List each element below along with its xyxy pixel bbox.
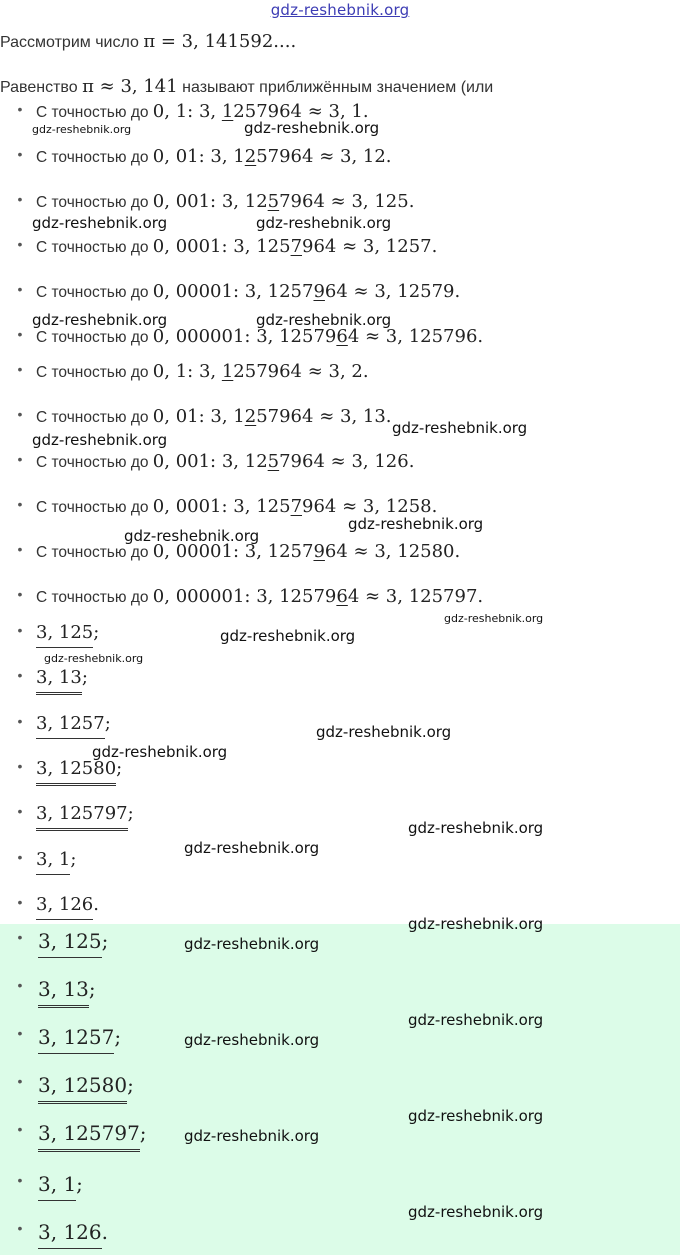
number-suffix: 964 [302, 236, 337, 257]
accuracy: 0, 0001: [152, 236, 228, 257]
precision-item-body [36, 146, 392, 167]
bullet-icon: • [17, 977, 23, 993]
number-suffix: 57964 [256, 406, 314, 427]
precision-expression [153, 281, 460, 302]
watermark-text: gdz-reshebnik.org [124, 527, 260, 545]
rounding-digit: 9 [313, 281, 325, 302]
bullet-icon: • [17, 803, 23, 819]
bullet-icon: • [17, 849, 23, 865]
rounding-digit: 7 [290, 496, 303, 517]
answer-value: 3, 126 [36, 894, 93, 920]
number-suffix: 4 [347, 586, 360, 607]
watermark-text: gdz-reshebnik.org [256, 214, 392, 232]
number-prefix: 3, 12 [216, 451, 268, 472]
rounding-digit: 9 [313, 541, 325, 562]
answer-item-body [36, 713, 111, 739]
answer-end: ; [127, 803, 134, 824]
watermark-text: gdz-reshebnik.org [32, 431, 168, 449]
accuracy: 0, 00001: [152, 541, 240, 562]
precision-item-body [36, 281, 460, 302]
answer-item-body [36, 667, 88, 695]
number-prefix: 3, 1257 [239, 281, 314, 302]
highlighted-answer-end: ; [88, 977, 96, 1001]
watermark-text: gdz-reshebnik.org [44, 652, 144, 665]
number-suffix: 64 [324, 541, 348, 562]
bullet-icon: • [17, 451, 23, 467]
answer-item-body [36, 758, 122, 786]
rounded-result: ≈ 3, 12579. [347, 281, 461, 302]
precision-label: С точностью до [36, 239, 153, 256]
bullet-icon: • [17, 929, 23, 945]
precision-label: С точностью до [36, 149, 153, 166]
highlighted-answer-value: 3, 12580 [38, 1073, 127, 1104]
bullet-icon: • [17, 1025, 23, 1041]
precision-expression [153, 146, 392, 167]
rounded-result: ≈ 3, 126. [324, 451, 415, 472]
precision-label: С точностью до [36, 454, 153, 471]
highlighted-answer-body [38, 1220, 108, 1249]
highlighted-answer-value: 3, 125797 [38, 1121, 140, 1152]
bullet-icon: • [17, 1172, 23, 1188]
intro-line-2-math: π ≈ 3, 141 [82, 76, 178, 97]
rounded-result: ≈ 3, 1258. [336, 496, 438, 517]
accuracy: 0, 001: [152, 191, 217, 212]
bullet-icon: • [17, 586, 23, 602]
highlighted-answer-body [38, 977, 96, 1008]
answer-end: ; [93, 622, 100, 643]
watermark-text: gdz-reshebnik.org [32, 311, 168, 329]
watermark-text: gdz-reshebnik.org [184, 1031, 320, 1049]
bullet-icon: • [17, 622, 23, 638]
bullet-icon: • [17, 191, 23, 207]
precision-item-body [36, 191, 414, 212]
bullet-icon: • [17, 713, 23, 729]
rounding-digit: 6 [336, 326, 348, 347]
answer-end: ; [70, 849, 77, 870]
precision-label: С точностью до [36, 329, 153, 346]
watermark-text: gdz-reshebnik.org [32, 123, 132, 136]
number-prefix: 3, 12579 [250, 586, 337, 607]
precision-label: С точностью до [36, 544, 153, 561]
bullet-icon: • [17, 1220, 23, 1236]
bullet-icon: • [17, 1073, 23, 1089]
answer-value: 3, 125 [36, 622, 93, 648]
intro-line-1 [0, 31, 296, 52]
watermark-text: gdz-reshebnik.org [220, 627, 356, 645]
bullet-icon: • [17, 894, 23, 910]
watermark-text: gdz-reshebnik.org [408, 1011, 544, 1029]
bullet-icon: • [17, 758, 23, 774]
precision-label: С точностью до [36, 409, 153, 426]
highlighted-answer-end: ; [76, 1172, 83, 1196]
watermark-text: gdz-reshebnik.org [408, 915, 544, 933]
accuracy: 0, 001: [152, 451, 217, 472]
precision-expression [153, 406, 392, 427]
answer-value: 3, 1257 [36, 713, 105, 739]
rounding-digit: 6 [336, 586, 348, 607]
precision-label: С точностью до [36, 104, 153, 121]
highlighted-answer-body [38, 1073, 134, 1104]
intro-line-2 [0, 76, 493, 97]
answer-item-body [36, 894, 99, 920]
rounded-result: ≈ 3, 125797. [359, 586, 484, 607]
accuracy: 0, 0001: [152, 496, 228, 517]
rounded-result: ≈ 3, 125. [324, 191, 415, 212]
bullet-icon: • [17, 281, 23, 297]
rounding-digit: 5 [267, 191, 280, 212]
precision-item-body [36, 406, 392, 427]
number-prefix: 3, 1 [204, 406, 245, 427]
number-suffix: 57964 [256, 146, 314, 167]
bullet-icon: • [17, 496, 23, 512]
number-prefix: 3, 1257 [239, 541, 314, 562]
bullet-icon: • [17, 406, 23, 422]
answer-end: ; [104, 713, 111, 734]
bullet-icon: • [17, 1121, 23, 1137]
answer-value: 3, 12580 [36, 758, 116, 786]
rounding-digit: 7 [290, 236, 303, 257]
watermark-text: gdz-reshebnik.org [256, 311, 392, 329]
watermark-text: gdz-reshebnik.org [316, 723, 452, 741]
watermark-text: gdz-reshebnik.org [408, 1203, 544, 1221]
precision-expression [153, 326, 483, 347]
precision-item-body [36, 586, 483, 607]
precision-item-body [36, 326, 483, 347]
watermark-text: gdz-reshebnik.org [184, 1127, 320, 1145]
accuracy: 0, 00001: [152, 281, 240, 302]
number-prefix: 3, 125 [227, 496, 291, 517]
answer-item-body [36, 803, 134, 831]
rounding-digit: 2 [244, 146, 257, 167]
precision-expression [153, 586, 483, 607]
number-suffix: 7964 [279, 451, 325, 472]
watermark-text: gdz-reshebnik.org [32, 214, 168, 232]
precision-label: С точностью до [36, 194, 153, 211]
accuracy: 0, 1: [152, 101, 194, 122]
answer-end: ; [81, 667, 88, 688]
answer-value: 3, 125797 [36, 803, 128, 831]
rounded-result: ≈ 3, 12580. [347, 541, 461, 562]
watermark-text: gdz-reshebnik.org [408, 1107, 544, 1125]
number-prefix: 3, [193, 361, 222, 382]
precision-label: С точностью до [36, 284, 153, 301]
highlighted-answer-value: 3, 1 [38, 1172, 76, 1201]
watermark-text: gdz-reshebnik.org [184, 839, 320, 857]
rounding-digit: 2 [244, 406, 257, 427]
number-prefix: 3, 125 [227, 236, 291, 257]
rounded-result: ≈ 3, 13. [313, 406, 392, 427]
number-prefix: 3, 12 [216, 191, 268, 212]
accuracy: 0, 000001: [152, 586, 251, 607]
answer-item-body [36, 849, 76, 875]
rounded-result: ≈ 3, 12. [313, 146, 392, 167]
rounded-result: ≈ 3, 1257. [336, 236, 438, 257]
intro-line-2-text: Равенство [0, 79, 83, 96]
highlighted-answer-value: 3, 13 [38, 977, 89, 1008]
number-prefix: 3, [193, 101, 222, 122]
accuracy: 0, 000001: [152, 326, 251, 347]
highlighted-answer-body [38, 1121, 147, 1152]
watermark-text: gdz-reshebnik.org [92, 743, 228, 761]
highlighted-answer-body [38, 1025, 121, 1054]
number-prefix: 3, 12579 [250, 326, 337, 347]
precision-item-body [36, 361, 369, 382]
accuracy: 0, 1: [152, 361, 194, 382]
answer-item-body [36, 622, 99, 648]
accuracy: 0, 01: [152, 146, 205, 167]
precision-expression [153, 236, 438, 257]
number-suffix: 64 [324, 281, 348, 302]
accuracy: 0, 01: [152, 406, 205, 427]
watermark-text: gdz-reshebnik.org [444, 612, 544, 625]
precision-item-body [36, 496, 437, 517]
rounded-result: ≈ 3, 1. [302, 101, 369, 122]
precision-expression [153, 191, 415, 212]
watermark-text: gdz-reshebnik.org [392, 419, 528, 437]
site-header-link[interactable]: gdz-reshebnik.org [270, 1, 410, 19]
rounded-result: ≈ 3, 125796. [359, 326, 484, 347]
watermark-text: gdz-reshebnik.org [348, 515, 484, 533]
bullet-icon: • [17, 361, 23, 377]
intro-line-1-text: Рассмотрим число [0, 34, 144, 51]
intro-line-1-math: π = 3, 141592.... [143, 31, 297, 52]
highlighted-answer-value: 3, 126 [38, 1220, 102, 1249]
highlighted-answer-end: ; [127, 1073, 134, 1097]
answer-end: . [93, 894, 99, 915]
precision-item-body [36, 451, 414, 472]
rounded-result: ≈ 3, 2. [302, 361, 369, 382]
answer-end: ; [116, 758, 123, 779]
bullet-icon: • [17, 101, 23, 117]
watermark-text: gdz-reshebnik.org [244, 119, 380, 137]
intro-line-2-suffix: называют приближённым значением (или [177, 79, 494, 96]
rounding-digit: 5 [267, 451, 280, 472]
rounding-digit: 1 [221, 361, 234, 382]
precision-label: С точностью до [36, 364, 153, 381]
number-suffix: 7964 [279, 191, 325, 212]
bullet-icon: • [17, 541, 23, 557]
watermark-text: gdz-reshebnik.org [184, 935, 320, 953]
precision-label: С точностью до [36, 499, 153, 516]
highlighted-answer-value: 3, 125 [38, 929, 102, 958]
highlighted-answer-body [38, 929, 108, 958]
number-suffix: 257964 [233, 101, 303, 122]
precision-expression [153, 361, 369, 382]
highlighted-answer-end: ; [139, 1121, 147, 1145]
precision-expression [153, 496, 438, 517]
highlighted-answer-end: . [101, 1220, 108, 1244]
answer-value: 3, 13 [36, 667, 82, 695]
precision-label: С точностью до [36, 589, 153, 606]
rounding-digit: 1 [221, 101, 234, 122]
number-suffix: 964 [302, 496, 337, 517]
number-suffix: 257964 [233, 361, 303, 382]
bullet-icon: • [17, 236, 23, 252]
precision-item-body [36, 236, 437, 257]
answer-value: 3, 1 [36, 849, 70, 875]
bullet-icon: • [17, 326, 23, 342]
number-prefix: 3, 1 [204, 146, 245, 167]
highlighted-answer-value: 3, 1257 [38, 1025, 114, 1054]
watermark-text: gdz-reshebnik.org [408, 819, 544, 837]
highlighted-answer-end: ; [114, 1025, 122, 1049]
highlighted-answer-body [38, 1172, 83, 1201]
highlighted-answer-end: ; [101, 929, 109, 953]
precision-expression [153, 451, 415, 472]
bullet-icon: • [17, 146, 23, 162]
bullet-icon: • [17, 667, 23, 683]
number-suffix: 4 [347, 326, 360, 347]
